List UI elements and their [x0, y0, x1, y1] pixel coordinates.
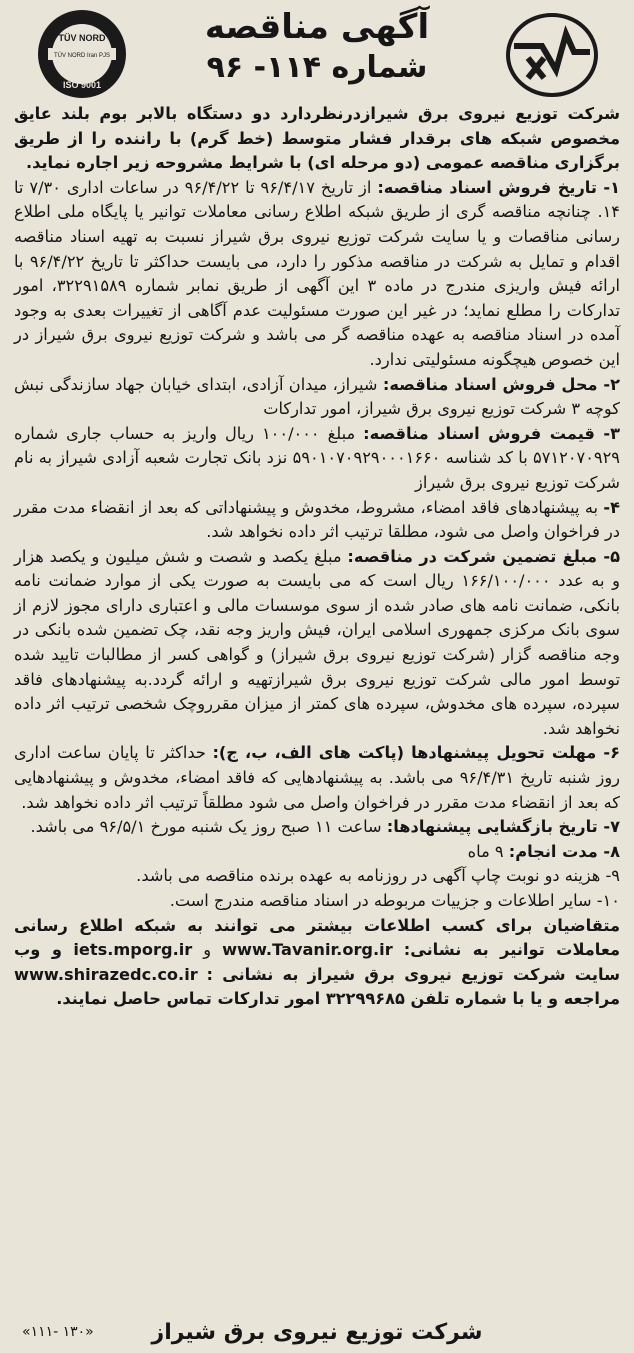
svg-text:TÜV NORD: TÜV NORD	[58, 33, 106, 43]
item-6-text: حداکثر تا پایان ساعت اداری روز شنبه تاریخ ۹۶/۴/۳۱ می باشد. به پیشنهادهایی که فاقد امضاء، مخدوش و پیشنهادهایی که بعد از انقضاء مدت مقرر در فراخوان واصل می شود مطلقاً ترتیب اثر داده نخواهد شد.	[14, 743, 621, 812]
iets-link[interactable]: iets.mporg.ir	[73, 940, 193, 960]
item-4	[14, 496, 620, 545]
item-3	[14, 422, 620, 496]
item-5-text: مبلغ یکصد و شصت و شش میلیون و یکصد هزار و به عدد ۱۶۶/۱۰۰/۰۰۰ ریال است که می بایست به صورت یکی از موارد ضمانت نامه بانکی، ضمانت نامه های صادر شده از سوی موسسات مالی و اعتباری دارای مجوز لازم از سوی بانک مرکزی جمهوری اسلامی ایران، فیش واریز وجه نقد، چک تضمین شده بانکی در وجه مناقصه گزار (شرکت توزیع نیروی برق شیراز) و گواهی کسر از مطالبات تایید شده توسط امور مالی شرکت توزیع نیروی برق شیرازتهیه و ارائه گردد.به پیشنهادهای فاقد سپرده، سپرده های مخدوش، سپرده های کمتر از میزان مقرروچک شخصی ترتیب اثر داده نخواهد شد.	[14, 546, 620, 738]
shirazedc-link[interactable]: www.shirazedc.co.ir	[14, 964, 198, 984]
item-5	[14, 545, 620, 742]
item-8	[14, 840, 620, 865]
item-8-lead: ۸- مدت انجام:	[508, 841, 620, 861]
item-5-lead: ۵- مبلغ تضمین شرکت در مناقصه:	[347, 546, 620, 566]
item-4-lead: ۴-	[603, 497, 620, 517]
item-1	[14, 176, 620, 373]
item-7-lead: ۷- تاریخ بازگشایی پیشنهادها:	[386, 817, 620, 837]
item-4-text: به پیشنهادهای فاقد امضاء، مشروط، مخدوش و پیشنهاداتی که بعد از انقضاء مدت مقرر در فراخوان واصل می شود، مطلقا ترتیب اثر داده نخواهد شد.	[14, 497, 620, 542]
item-2	[14, 373, 620, 422]
svg-text:TÜV NORD Iran PJS: TÜV NORD Iran PJS	[53, 53, 111, 59]
closing-text-1: متقاضیان برای کسب اطلاعات بیشتر می توانند به شبکه اطلاع رسانی معاملات توانیر به نشانی:	[14, 915, 620, 960]
item-7	[14, 815, 620, 840]
svg-text:ISO 9001: ISO 9001	[62, 80, 102, 90]
shiraz-edc-logo-icon	[504, 12, 600, 98]
tavanir-link[interactable]: www.Tavanir.org.ir	[222, 940, 393, 960]
item-6-lead: ۶- مهلت تحویل پیشنهادها (پاکت های الف، ب، ج):	[212, 743, 620, 763]
item-10-text: ۱۰- سایر اطلاعات و جزییات مربوطه در اسناد مناقصه مندرج است.	[169, 891, 620, 910]
item-1-text: از تاریخ ۹۶/۴/۱۷ تا ۹۶/۴/۲۲ در ساعات اداری ۷/۳۰ تا ۱۴. چنانچه مناقصه گری از طریق شبکه اطلاع رسانی معاملات توانیر یا پایگاه ملی اطلاع رسانی مناقصات و یا سایت شرکت توزیع نیروی برق شیراز نسبت به تهیه اسناد مناقصه اقدام و تمایل به شرکت در مناقصه مذکور را دارد، می بایست حداکثر تا تاریخ ۹۶/۴/۲۲ با ارائه فیش واریزی مندرج در ماده ۳ این آگهی از طریق نمابر شماره ۳۲۲۹۱۵۸۹، امور تدارکات را مطلع نماید؛ در غیر این صورت مسئولیت عدم آگاهی از تغییرات بعدی به وجود آمده در اسناد مناقصه به عهده مناقصه گر می باشد و شرکت توزیع نیروی برق شیراز در این خصوص هیچگونه مسئولیتی ندارد.	[14, 177, 620, 369]
item-2-text: شیراز، میدان آزادی، ابتدای خیابان جهاد سازندگی نبش کوچه ۳ شرکت توزیع نیروی برق شیراز، امور تدارکات	[14, 374, 620, 419]
company-name: شرکت توزیع نیروی برق شیراز	[151, 1320, 483, 1345]
tuv-nord-iso-logo	[36, 8, 128, 100]
closing-text-2: و وب سایت شرکت توزیع نیروی برق شیراز به نشانی :	[14, 940, 620, 984]
item-10	[14, 889, 620, 914]
ad-code: «۱۱۱- ۱۳۰»	[22, 1324, 94, 1340]
item-2-lead: ۲- محل فروش اسناد مناقصه:	[382, 374, 620, 394]
notice-header	[14, 6, 620, 102]
item-6	[14, 741, 620, 815]
item-9	[14, 864, 620, 889]
notice-number: شماره ۱۱۴- ۹۶	[206, 50, 428, 85]
item-3-text: مبلغ ۱۰۰/۰۰۰ ریال واریز به حساب جاری شماره ۵۷۱۲۰۷۰۹۲۹ با کد شناسه ۵۹۰۱۰۷۰۹۲۹۰۰۰۱۶۶۰ نزد بانک تجارت شعبه آزادی شیراز به نام شرکت توزیع نیروی برق شیراز	[14, 423, 620, 492]
notice-title: آگهی مناقصه	[204, 7, 430, 47]
intro-paragraph: شرکت توزیع نیروی برق شیرازدرنظردارد دو دستگاه بالابر بوم بلند عایق مخصوص شبکه های برقدار فشار متوسط (خط گرم) با راننده را از طریق برگزاری مناقصه عمومی (دو مرحله ای) با شرایط مشروحه زیر اجاره نماید.	[14, 104, 620, 173]
notice-footer	[14, 1318, 620, 1348]
item-7-text: ساعت ۱۱ صبح روز یک شنبه مورخ ۹۶/۵/۱ می باشد.	[30, 817, 387, 837]
item-3-lead: ۳- قیمت فروش اسناد مناقصه:	[363, 423, 621, 443]
title-block	[144, 6, 490, 88]
closing-and: و	[192, 940, 223, 960]
closing-text-3: مراجعه و یا با شماره تلفن ۳۲۲۹۹۶۸۵ امور تدارکات تماس حاصل نمایند.	[56, 989, 620, 1009]
item-9-text: ۹- هزینه دو نوبت چاپ آگهی در روزنامه به عهده برنده مناقصه می باشد.	[136, 866, 620, 886]
notice-body	[14, 102, 620, 1012]
closing-paragraph	[14, 914, 620, 1012]
item-8-text: ۹ ماه	[467, 841, 509, 861]
item-1-lead: ۱- تاریخ فروش اسناد مناقصه:	[377, 177, 620, 197]
